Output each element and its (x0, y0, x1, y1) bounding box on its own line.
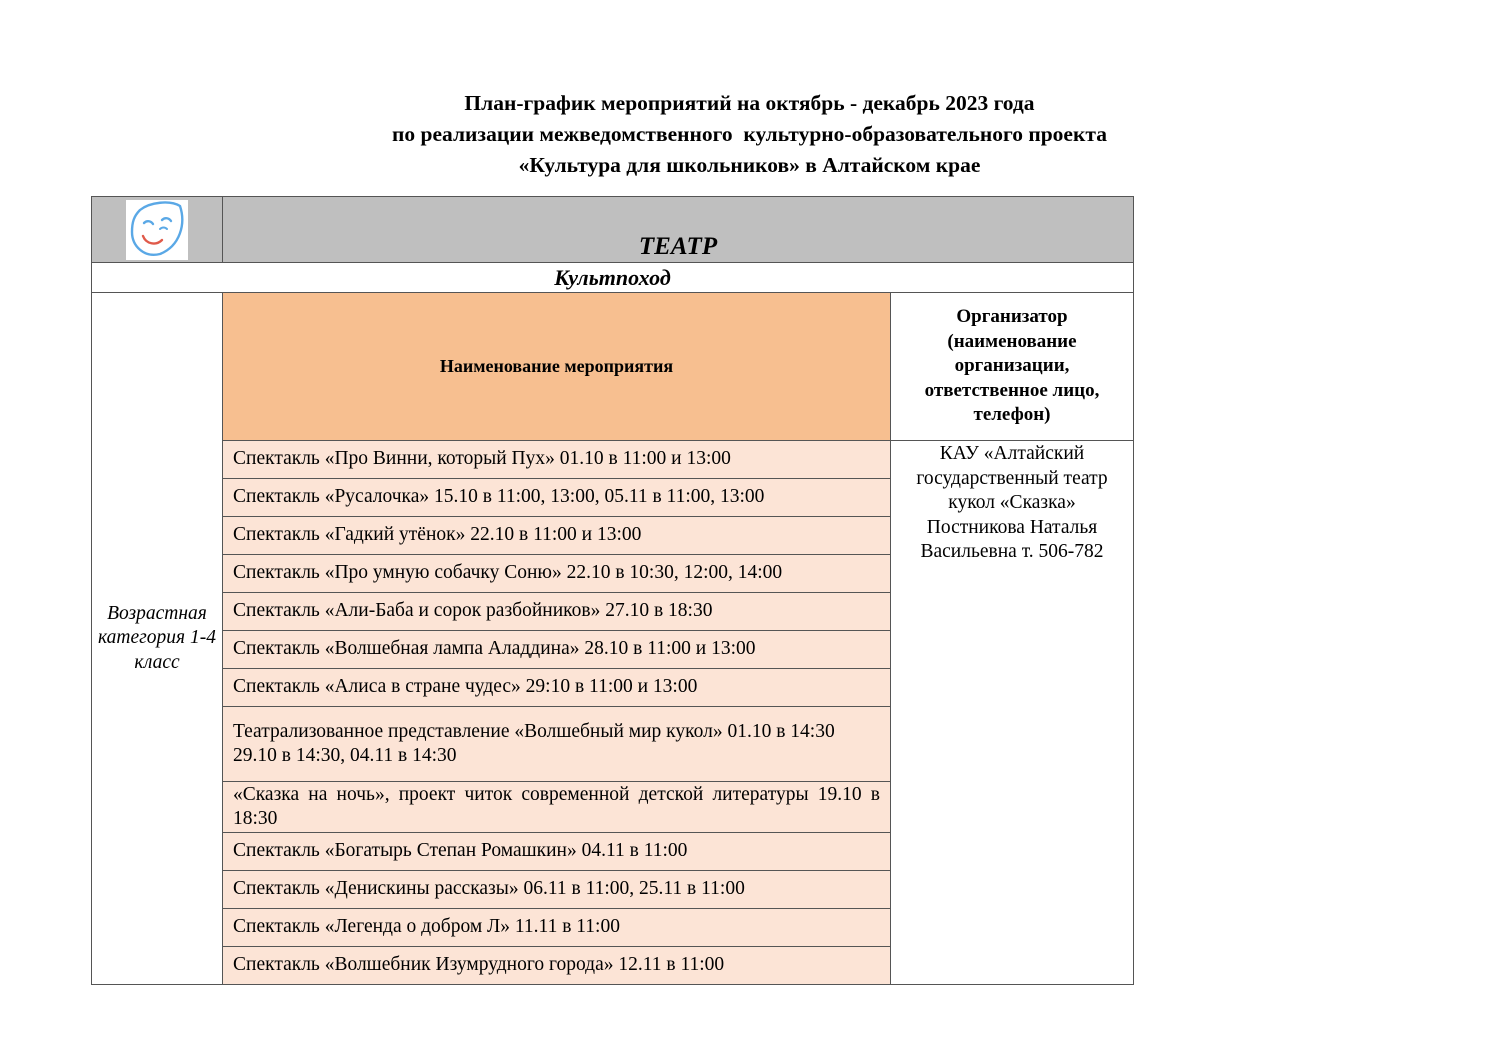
title-line-3: «Культура для школьников» в Алтайском крае (518, 153, 981, 177)
document-title (0, 88, 1499, 181)
event-cell: Спектакль «Алиса в стране чудес» 29:10 в 11:00 и 13:00 (223, 669, 891, 707)
age-category-cell: Возрастная категория 1-4 класс (92, 293, 223, 985)
event-cell: «Сказка на ночь», проект читок современной детской литературы 19.10 в 18:30 (223, 782, 891, 833)
events-table (91, 196, 1134, 985)
title-line-2: по реализации межведомственного культурно-образовательного проекта (392, 122, 1107, 146)
column-header-row (92, 293, 1134, 441)
subsection-title: Культпоход (92, 263, 1134, 293)
event-cell: Спектакль «Богатырь Степан Ромашкин» 04.11 в 11:00 (223, 833, 891, 871)
theatre-mask-icon (126, 200, 188, 260)
subsection-row (92, 263, 1134, 293)
section-header-row (92, 197, 1134, 263)
event-cell: Спектакль «Волшебная лампа Аладдина» 28.10 в 11:00 и 13:00 (223, 631, 891, 669)
event-name-header: Наименование мероприятия (223, 293, 891, 441)
table-row (92, 441, 1134, 479)
event-cell: Спектакль «Денискины рассказы» 06.11 в 11:00, 25.11 в 11:00 (223, 871, 891, 909)
event-cell: Спектакль «Русалочка» 15.10 в 11:00, 13:00, 05.11 в 11:00, 13:00 (223, 479, 891, 517)
logo-cell (92, 197, 223, 263)
event-cell: Спектакль «Про Винни, который Пух» 01.10 в 11:00 и 13:00 (223, 441, 891, 479)
title-line-1: План-график мероприятий на октябрь - декабрь 2023 года (464, 91, 1035, 115)
organizer-cell: КАУ «Алтайский государственный театр кукол «Сказка» Постникова Наталья Васильевна т. 506-782 (891, 441, 1134, 985)
event-cell: Спектакль «Про умную собачку Соню» 22.10 в 10:30, 12:00, 14:00 (223, 555, 891, 593)
event-cell: Спектакль «Волшебник Изумрудного города» 12.11 в 11:00 (223, 947, 891, 985)
organizer-header: Организатор (наименование организации, ответственное лицо, телефон) (891, 293, 1134, 441)
event-cell: Спектакль «Гадкий утёнок» 22.10 в 11:00 и 13:00 (223, 517, 891, 555)
event-cell: Театрализованное представление «Волшебный мир кукол» 01.10 в 14:30 29.10 в 14:30, 04.11 в 14:30 (223, 707, 891, 782)
event-cell: Спектакль «Легенда о добром Л» 11.11 в 11:00 (223, 909, 891, 947)
event-cell: Спектакль «Али-Баба и сорок разбойников» 27.10 в 18:30 (223, 593, 891, 631)
section-title: ТЕАТР (223, 197, 1134, 263)
